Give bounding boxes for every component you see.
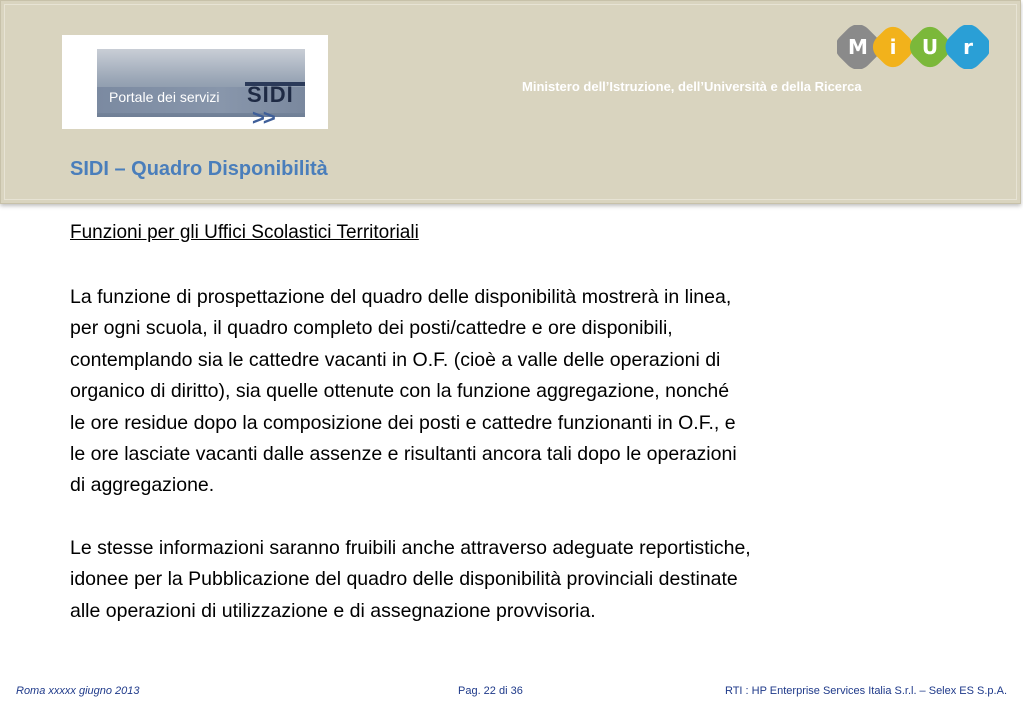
- miur-letter-r-text: r: [963, 35, 973, 59]
- logo-arrows: >>: [252, 105, 274, 130]
- slide-subtitle: Funzioni per gli Uffici Scolastici Territoriali: [70, 222, 419, 243]
- paragraph-1-line: per ogni scuola, il quadro completo dei posti/cattedre e ore disponibili,: [70, 317, 673, 340]
- paragraph-2-line: alle operazioni di utilizzazione e di assegnazione provvisoria.: [70, 599, 596, 622]
- ministry-name: Ministero dell’Istruzione, dell’Università e della Ricerca: [522, 79, 862, 94]
- footer-date: Roma xxxxx giugno 2013: [16, 685, 140, 697]
- paragraph-1-line: di aggregazione.: [70, 474, 215, 497]
- paragraph-1-line: le ore lasciate vacanti dalle assenze e risultanti ancora tali dopo le operazioni: [70, 443, 737, 466]
- paragraph-1-line: le ore residue dopo la composizione dei posti e cattedre funzionanti in O.F., e: [70, 411, 736, 434]
- miur-logo: [837, 25, 989, 69]
- footer-page-number: Pag. 22 di 36: [458, 685, 523, 697]
- paragraph-2-line: Le stesse informazioni saranno fruibili anche attraverso adeguate reportistiche,: [70, 537, 751, 559]
- slide-title: SIDI – Quadro Disponibilità: [70, 158, 328, 180]
- sidi-portal-logo: [62, 35, 328, 129]
- paragraph-1-line: contemplando sia le cattedre vacanti in O.F. (cioè a valle delle operazioni di: [70, 348, 721, 371]
- paragraph-1-line: La funzione di prospettazione del quadro delle disponibilità mostrerà in linea,: [70, 286, 732, 308]
- logo-portal-text: Portale dei servizi: [109, 89, 220, 105]
- miur-letter-u-text: U: [921, 35, 939, 59]
- logo-banner: [97, 49, 305, 130]
- paragraph-2-line: idonee per la Pubblicazione del quadro delle disponibilità provinciali destinate: [70, 568, 738, 591]
- footer-company: RTI : HP Enterprise Services Italia S.r.l. – Selex ES S.p.A.: [724, 685, 1007, 697]
- paragraph-1-line: organico di diritto), sia quelle ottenute con la funzione aggregazione, nonché: [70, 380, 730, 403]
- miur-letter-m-text: M: [848, 35, 868, 59]
- miur-letter-r: [940, 25, 989, 69]
- paragraph-1: [70, 282, 990, 502]
- miur-letter-i-text: i: [889, 35, 897, 59]
- paragraph-2: [70, 533, 990, 627]
- logo-brand: SIDI: [247, 82, 294, 107]
